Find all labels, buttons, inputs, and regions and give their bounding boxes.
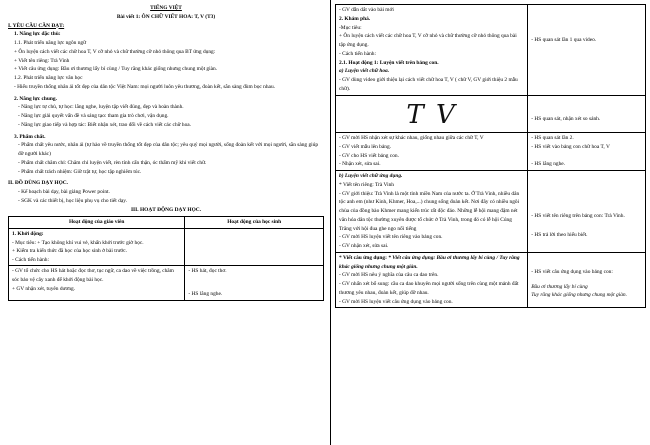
- kham-pha-heading: 2. Khám phá.: [339, 15, 371, 22]
- row1-hs-l1: - HS lắng nghe.: [188, 291, 223, 298]
- r2-hs-l0: - HS quan sát lần 2.: [531, 135, 574, 142]
- cach-tien-hanh: - Cách tiến hành:: [339, 50, 376, 57]
- col-header-teacher: Hoạt động của giáo viên: [9, 217, 185, 229]
- b1-l4: + Viết câu ứng dụng: Bầu ơi thương lấy bí cùng / Tuy rằng khác giống nhưng chung một giàn.: [14, 66, 218, 73]
- b4-l1: - Kế hoạch bài dạy, bài giảng Power point.: [18, 189, 110, 195]
- b5-heading: III. HOẠT ĐỘNG DẠY HỌC.: [130, 206, 202, 213]
- right-activity-table: [335, 4, 646, 308]
- table-row: [336, 95, 646, 133]
- b2-l3: - Năng lực giao tiếp và hợp tác: Biết nhận xét, trao đổi về cách viết các chữ hoa.: [18, 121, 192, 128]
- cell-teacher: [9, 266, 185, 300]
- muc-tieu-label: -Mục tiêu:: [339, 24, 362, 31]
- hd1-a: a) Luyện viết chữ hoa.: [339, 68, 390, 75]
- b1-l2: + Ôn luyện cách viết các chữ hoa T, V cỡ nhỏ và chữ thường cỡ nhỏ thông qua BT ứng dụng:: [14, 48, 216, 55]
- cell-student: [528, 95, 646, 133]
- r2-gv-l0: - GV mời HS nhận xét sự khác nhau, giống nhau giữa các chữ T, V: [339, 135, 484, 142]
- b3-l2: - Phẩm chất chăm chỉ: Chăm chỉ luyện viết, rèn tính cẩn thận, óc thẩm mỹ khi viết chữ.: [18, 159, 207, 166]
- b3-heading: 3. Phẩm chất.: [14, 133, 46, 140]
- r3-gv-l3: - GV mời HS luyện viết tên riêng vào bảng con.: [339, 234, 443, 241]
- table-row: [336, 133, 646, 171]
- cell-student: [528, 133, 646, 171]
- left-activity-table: [8, 216, 324, 300]
- b1-l5: 1.2. Phát triển năng lực văn học: [14, 75, 83, 81]
- r2-gv-l1: - GV viết mẫu lên bảng.: [339, 143, 391, 150]
- cell-teacher-script: [336, 95, 528, 133]
- b4-l2: - SGK và các thiết bị, học liệu phụ vụ cho tiết dạy.: [18, 197, 127, 204]
- r4-hs-l2: Tuy rằng khác giống nhưng chung một giàn.: [531, 292, 627, 299]
- r3-hs-l2: - HS trả lời theo hiểu biết.: [531, 231, 588, 238]
- row0-gv-l1: - Mục tiêu: + Tạo không khí vui vẻ, khấn khởi trước giờ học.: [12, 239, 144, 246]
- r0-hs-l0: - HS quan sát lần 1 qua video.: [531, 37, 597, 43]
- hd1-heading: 2.1. Hoạt động 1: Luyện viết trên bảng con.: [339, 59, 439, 66]
- b2-heading: 2. Năng lực chung.: [14, 95, 57, 102]
- cell-student: [185, 266, 324, 300]
- lesson-title: Bài viết 1: ÔN CHỮ VIẾT HOA: T, V (T3): [116, 13, 216, 20]
- table-row: [336, 5, 646, 96]
- r3-gv-l2: - GV giới thiệu: Trà Vinh là một tỉnh miền Nam của nước ta. Ở Trà Vinh, nhiều dân tộc anh em (như Kinh, Khmer, Hoa,...) chung sống đoàn kết. Nơi đây có nhiều ngôi chùa của đồng bào Khmer mang kiến trúc rất độc đáo. Những lễ hội mang đậm nét văn hóa dân tộc thường xuyên được tổ chức ở Trà Vinh, trong đó có lễ hội Cúng Trăng với hội đua ghe ngo nổi tiếng: [339, 190, 520, 232]
- r2-gv-l3: - Nhận xét, sửa sai.: [339, 161, 381, 168]
- cell-teacher: [336, 133, 528, 171]
- r2-hs-l1: - HS viết vào bảng con chữ hoa T, V: [531, 143, 610, 150]
- row0-gv-l3: - Cách tiến hành:: [12, 256, 49, 263]
- muc-tieu-text: + Ôn luyện cách viết các chữ hoa T, V cỡ nhỏ và chữ thường cỡ nhỏ thông qua bài tập ứng dụng.: [339, 33, 517, 48]
- cell-student: [528, 252, 646, 308]
- r4-gv-quote: * Viết câu ứng dụng: Bầu ơi thương lấy bí cùng / Tuy rằng khác giống nhưng chung một giàn.: [339, 254, 520, 270]
- r4-hs-l0: - HS viết câu ứng dụng vào bảng con:: [531, 268, 613, 275]
- table-header-row: [9, 217, 324, 229]
- r1-hs-l0: - HS quan sát, nhận xét so sánh.: [531, 115, 601, 122]
- cell-teacher: [9, 228, 185, 266]
- cell-student: [185, 228, 324, 266]
- subject-title: TIẾNG VIỆT: [150, 5, 182, 11]
- row0-gv-l2: + Kiểm tra kiến thức đã học của học sinh ở bài trước.: [12, 248, 128, 255]
- b2-l2: - Năng lực giải quyết vấn đề và sáng tạo: tham gia trò chơi, vận dụng.: [18, 113, 169, 119]
- r3-hs-l0: - HS viết tên riêng trên bảng con: Trà Vinh.: [531, 213, 625, 220]
- r3-gv-l4: - GV nhận xét, sửa sai.: [339, 243, 389, 250]
- r0-gv-l0: - GV dùng video giới thiệu lại cách viết chữ hoa T, V ( chữ V, GV giới thiệu 2 mẫu chữ).: [339, 77, 518, 92]
- r4-gv-l3: - GV mời HS luyện viết câu ứng dụng vào bảng con.: [339, 298, 453, 305]
- col-header-student: Hoạt động của học sinh: [185, 217, 324, 229]
- top-line: - GV dẫn dắt vào bài mới: [339, 7, 394, 13]
- table-row: [336, 252, 646, 308]
- row1-gv-l1: + GV nhận xét, tuyên dương.: [12, 285, 76, 292]
- row1-gv-l0: - GV tổ chức cho HS hát hoặc đọc thơ, tục ngữ, ca dao về việc trồng, chăm sóc bảo vệ cây xanh để khởi động bài học.: [12, 268, 174, 284]
- row1-hs-l0: - HS hát, đọc thơ.: [188, 268, 227, 275]
- table-row: [336, 171, 646, 253]
- table-row: [9, 228, 324, 266]
- r3-gv-l0: b) Luyện viết chữ ứng dụng.: [339, 173, 403, 180]
- cell-teacher: [336, 171, 528, 253]
- r2-gv-l2: - GV cho HS viết bảng con.: [339, 152, 399, 159]
- b1-l6: - Hiểu truyền thống nhân ái tốt đẹp của dân tộc Việt Nam: mọi người luôn yêu thương, đoàn kết, sẵn sàng đùm bọc nhau.: [14, 83, 275, 90]
- b4-heading: II. ĐỒ DÙNG DẠY HỌC.: [8, 180, 68, 187]
- table-row: [9, 266, 324, 300]
- cell-student: [528, 171, 646, 253]
- b3-l3: - Phẩm chất trách nhiệm: Giữ trật tự, học tập nghiêm túc.: [18, 168, 142, 175]
- b1-l1: 1.1. Phát triển năng lực ngôn ngữ: [14, 40, 87, 46]
- b2-l1: - Năng lực tự chủ, tự học: lắng nghe, luyện tập viết đúng, đẹp và hoàn thành.: [18, 104, 184, 111]
- r4-gv-l1: - GV mời HS nêu ý nghĩa của câu ca dao trên.: [339, 272, 439, 279]
- goals-heading: I. YÊU CẦU CẦN ĐẠT:: [8, 22, 65, 29]
- right-column: [331, 0, 650, 445]
- handwriting-sample: T V: [406, 99, 457, 130]
- b1-heading: 1. Năng lực đặc thù:: [14, 31, 61, 38]
- r4-gv-l0: * Viết câu ứng dụng: * Viết câu ứng dụng: Bầu ơi thương lấy bí cùng / Tuy rằng khác giống nhưng chung một giàn.: [339, 254, 520, 270]
- r2-hs-l3: - HS lắng nghe.: [531, 160, 566, 167]
- cell-teacher: [336, 252, 528, 308]
- row0-gv-l0: 1. Khởi động:: [12, 230, 44, 237]
- cell-teacher: [336, 5, 528, 96]
- b3-l1: - Phẩm chất yêu nước, nhân ái (tự hào về truyền thống tốt đẹp của dân tộc; yêu quý mọi người, sống đoàn kết với mọi người, sẵn sàng giúp đỡ người khác): [18, 142, 319, 157]
- r4-hs-l1: Bầu ơi thương lấy bí cùng: [531, 283, 588, 290]
- r3-gv-l1: * Viết tên riêng: Trà Vinh: [339, 181, 395, 188]
- cell-student: [528, 5, 646, 96]
- r4-gv-l2: - GV nhấn xét bổ sung: cầu ca dao khuyên mọi người sống trên cùng một mảnh đất thương yêu nhau, đoàn kết, giúp đỡ nhau.: [339, 281, 519, 296]
- b1-l3: + Viết tên riêng: Trà Vinh: [14, 57, 70, 64]
